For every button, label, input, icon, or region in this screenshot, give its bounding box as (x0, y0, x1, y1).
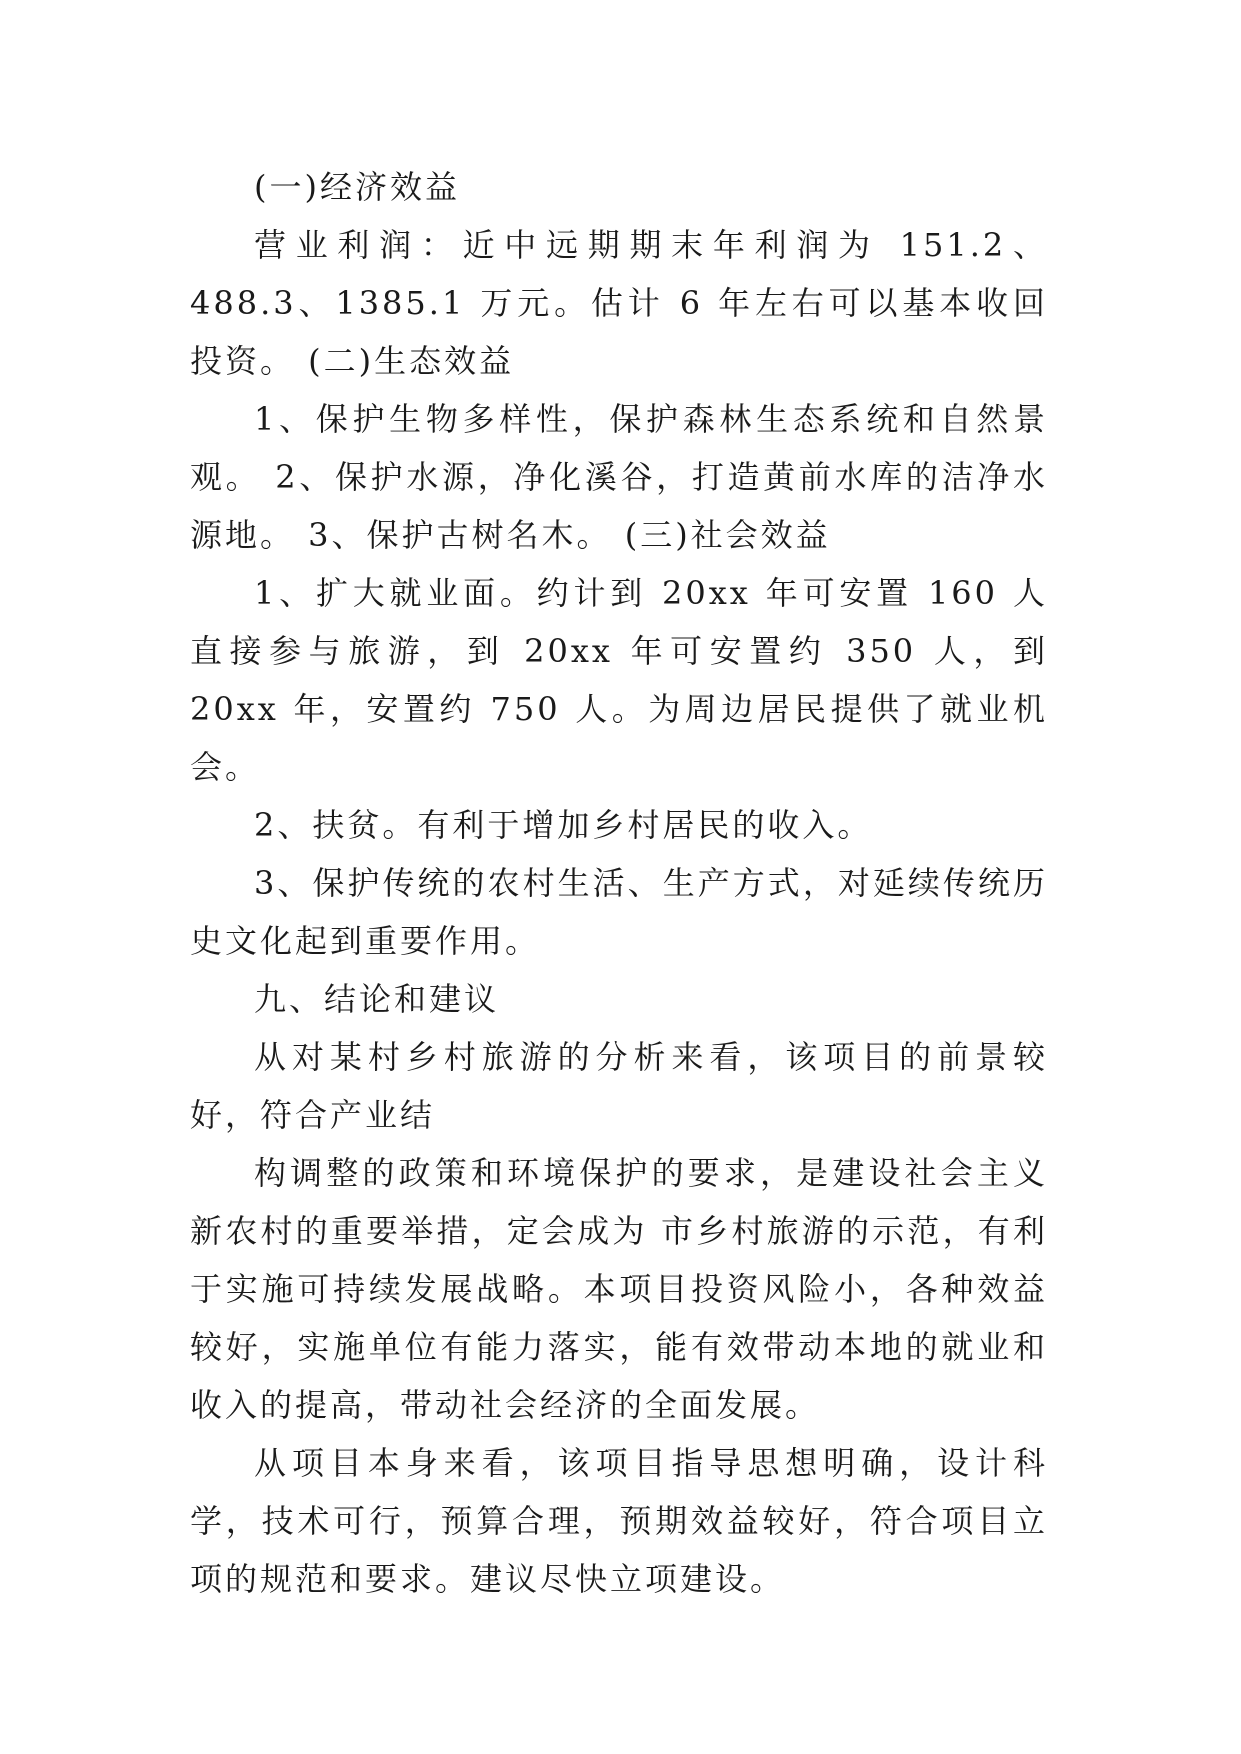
paragraph-policy: 构调整的政策和环境保护的要求，是建设社会主义新农村的重要举措，定会成为 市乡村旅游的示范，有利于实施可持续发展战略。本项目投资风险小，各种效益较好，实施单位有能力落实，能有效带动本地的就业和收入的提高，带动社会经济的全面发展。 (190, 1154, 1048, 1424)
heading-economic-benefit: (一)经济效益 (254, 168, 460, 206)
paragraph-employment: 1、扩大就业面。约计到 20xx 年可安置 160 人直接参与旅游，到 20xx 年可安置约 350 人，到 20xx 年，安置约 750 人。为周边居民提供了就业机会。 (190, 574, 1048, 786)
paragraph-ecological-benefit: 1、保护生物多样性，保护森林生态系统和自然景观。 2、保护水源，净化溪谷，打造黄前水库的洁净水源地。 3、保护古树名木。 (三)社会效益 (190, 400, 1048, 554)
paragraph-analysis: 从对某村乡村旅游的分析来看，该项目的前景较好，符合产业结 (190, 1038, 1048, 1134)
paragraph-poverty-relief: 2、扶贫。有利于增加乡村居民的收入。 (254, 806, 873, 844)
paragraph-traditional-lifestyle: 3、保护传统的农村生活、生产方式，对延续传统历史文化起到重要作用。 (190, 864, 1048, 960)
document-body (190, 158, 1048, 1608)
heading-conclusion: 九、结论和建议 (254, 980, 500, 1018)
paragraph-operating-profit: 营业利润：近中远期期末年利润为 151.2、488.3、1385.1 万元。估计 6 年左右可以基本收回投资。 (二)生态效益 (190, 226, 1048, 380)
paragraph-recommendation: 从项目本身来看，该项目指导思想明确，设计科学，技术可行，预算合理，预期效益较好，符合项目立项的规范和要求。建议尽快立项建设。 (190, 1444, 1048, 1598)
